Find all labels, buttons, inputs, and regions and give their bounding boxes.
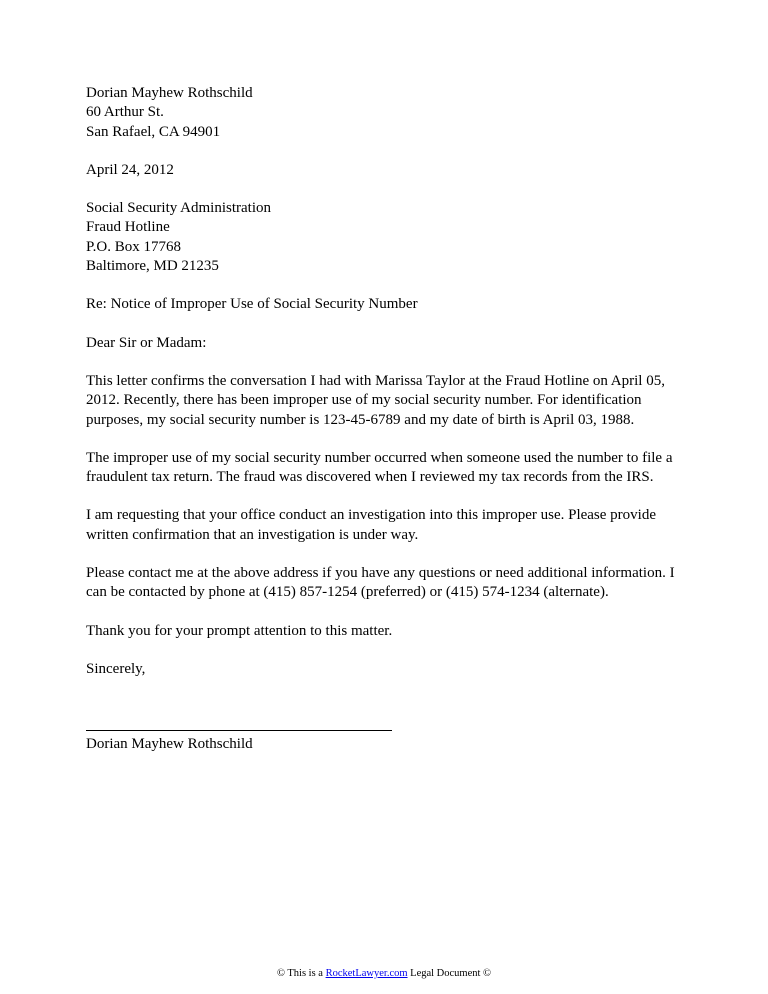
closing [86,660,692,679]
signature-space [86,679,692,730]
paragraph-confirmation [86,372,692,430]
recipient-org: Social Security Administration [86,200,271,217]
paragraph-improper-use [86,449,692,488]
recipient-address [86,199,692,276]
paragraph-request [86,506,692,545]
rocketlawyer-link[interactable]: RocketLawyer.com [325,968,408,979]
signature-block [86,735,692,754]
recipient-city-state-zip: Baltimore, MD 21235 [86,258,219,275]
paragraph-line: 2012. Recently, there has been improper use of my social security number. For identification [86,392,642,409]
paragraph-line: The improper use of my social security number occurred when someone used the number to file a [86,449,673,466]
closing-text: Sincerely, [86,660,146,677]
sender-city-state-zip: San Rafael, CA 94901 [86,123,221,140]
paragraph-line: Thank you for your prompt attention to this matter. [86,622,393,639]
paragraph-line: purposes, my social security number is 123-45-6789 and my date of birth is April 03, 1988. [86,411,635,428]
sender-name: Dorian Mayhew Rothschild [86,85,253,101]
letter-date [86,161,692,180]
recipient-dept: Fraud Hotline [86,219,170,236]
paragraph-thanks [86,622,692,641]
paragraph-contact [86,564,692,603]
signature-line [86,730,392,731]
subject-text: Re: Notice of Improper Use of Social Security Number [86,296,418,313]
footer-prefix: © This is a [276,968,326,979]
salutation-text: Dear Sir or Madam: [86,334,207,351]
paragraph-line: I am requesting that your office conduct an investigation into this improper use. Please provide [86,507,656,524]
sender-address [86,84,692,142]
footer-suffix: Legal Document © [407,968,492,979]
paragraph-line: written confirmation that an investigation is under way. [86,526,419,543]
footer-notice [0,967,768,981]
date-text: April 24, 2012 [86,161,174,178]
paragraph-line: Please contact me at the above address if you have any questions or need additional information. I [86,565,675,582]
paragraph-line: can be contacted by phone at (415) 857-1254 (preferred) or (415) 574-1234 (alternate). [86,584,609,601]
sender-street: 60 Arthur St. [86,104,164,121]
salutation [86,334,692,353]
letter [86,84,692,755]
paragraph-line: This letter confirms the conversation I had with Marissa Taylor at the Fraud Hotline on April 05, [86,372,665,389]
recipient-po-box: P.O. Box 17768 [86,238,182,255]
signature-name: Dorian Mayhew Rothschild [86,736,253,753]
subject-line [86,295,692,314]
paragraph-line: fraudulent tax return. The fraud was discovered when I reviewed my tax records from the IRS. [86,469,654,486]
